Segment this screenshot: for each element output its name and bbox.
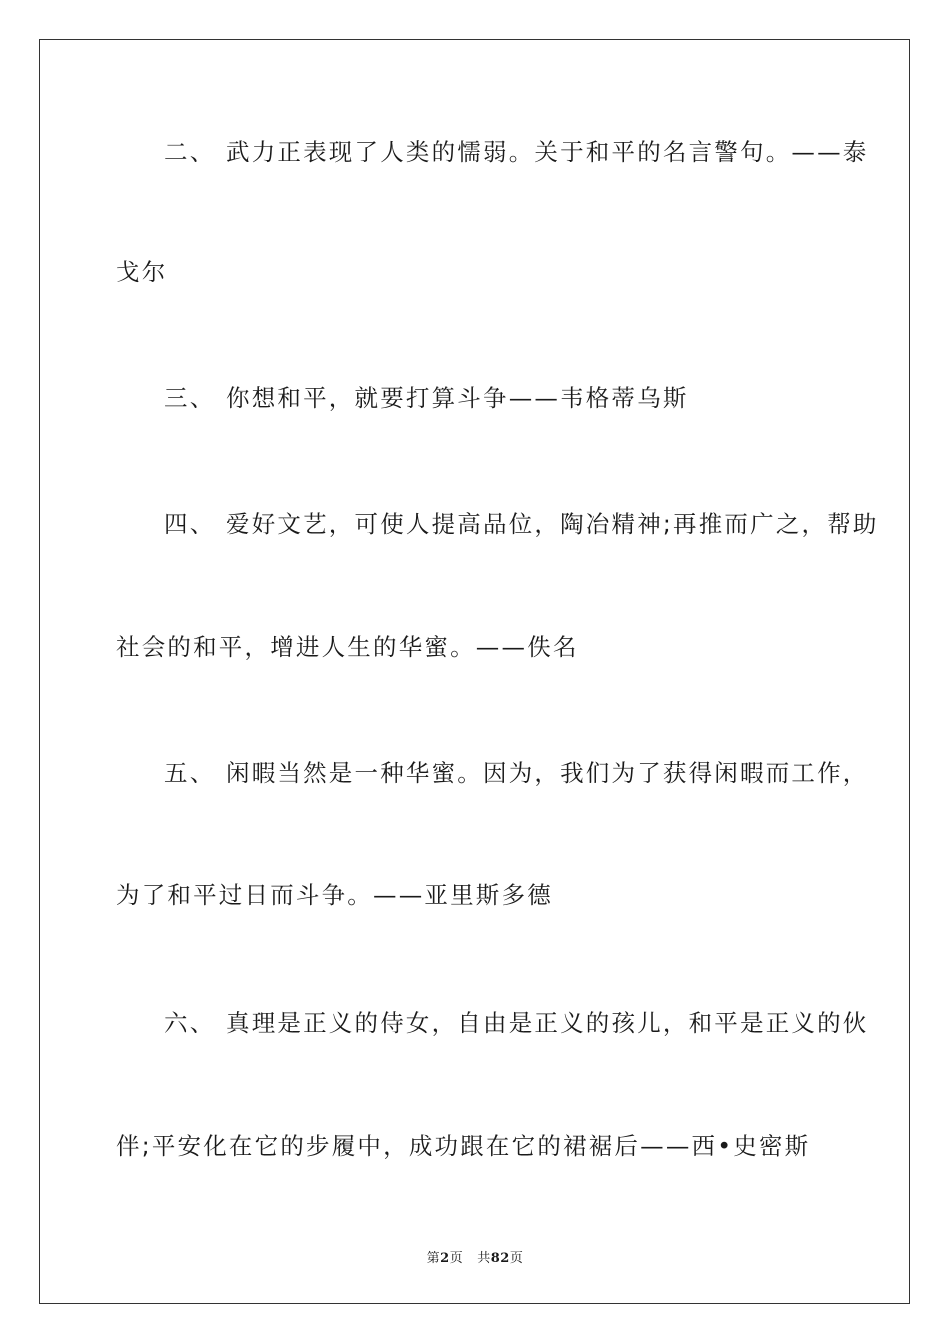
page-border	[39, 39, 910, 1304]
quote-5-line-2: 为了和平过日而斗争。——亚里斯多德	[116, 881, 553, 909]
quote-2-line-2: 戈尔	[116, 258, 168, 286]
footer-total-prefix: 共	[477, 1251, 491, 1266]
quote-6-line-1	[116, 1008, 884, 1038]
quote-4-line-2: 社会的和平，增进人生的华蜜。——佚名	[116, 633, 579, 661]
quote-2-line-1	[116, 137, 884, 167]
footer-page-suffix: 页	[449, 1251, 464, 1266]
quote-2-text: 武力正表现了人类的懦弱。关于和平的名言警句。——泰	[226, 138, 869, 166]
quote-3-number: 三、	[164, 384, 216, 412]
quote-4-number: 四、	[164, 510, 216, 538]
footer-total-suffix: 页	[509, 1251, 524, 1266]
page-footer	[0, 1247, 950, 1266]
quote-4-text: 爱好文艺，可使人提高品位，陶冶精神;再推而广之，帮助	[226, 510, 879, 538]
quote-6-line-2: 伴;平安化在它的步履中，成功跟在它的裙裾后——西•史密斯	[116, 1132, 811, 1160]
footer-page-prefix: 第	[426, 1251, 441, 1266]
footer-total-pages: 82	[490, 1251, 510, 1266]
quote-4-line-1	[116, 509, 884, 539]
quote-6-number: 六、	[164, 1009, 216, 1037]
quote-3-text: 你想和平，就要打算斗争——韦格蒂乌斯	[226, 384, 689, 412]
quote-5-line-1	[116, 758, 884, 788]
quote-5-number: 五、	[164, 759, 216, 787]
quote-5-text: 闲暇当然是一种华蜜。因为，我们为了获得闲暇而工作，	[226, 759, 869, 787]
footer-current-page: 2	[440, 1251, 450, 1266]
quote-6-text: 真理是正义的侍女，自由是正义的孩儿，和平是正义的伙	[226, 1009, 869, 1037]
quote-2-number: 二、	[164, 138, 216, 166]
quote-3-line-1	[116, 383, 884, 413]
